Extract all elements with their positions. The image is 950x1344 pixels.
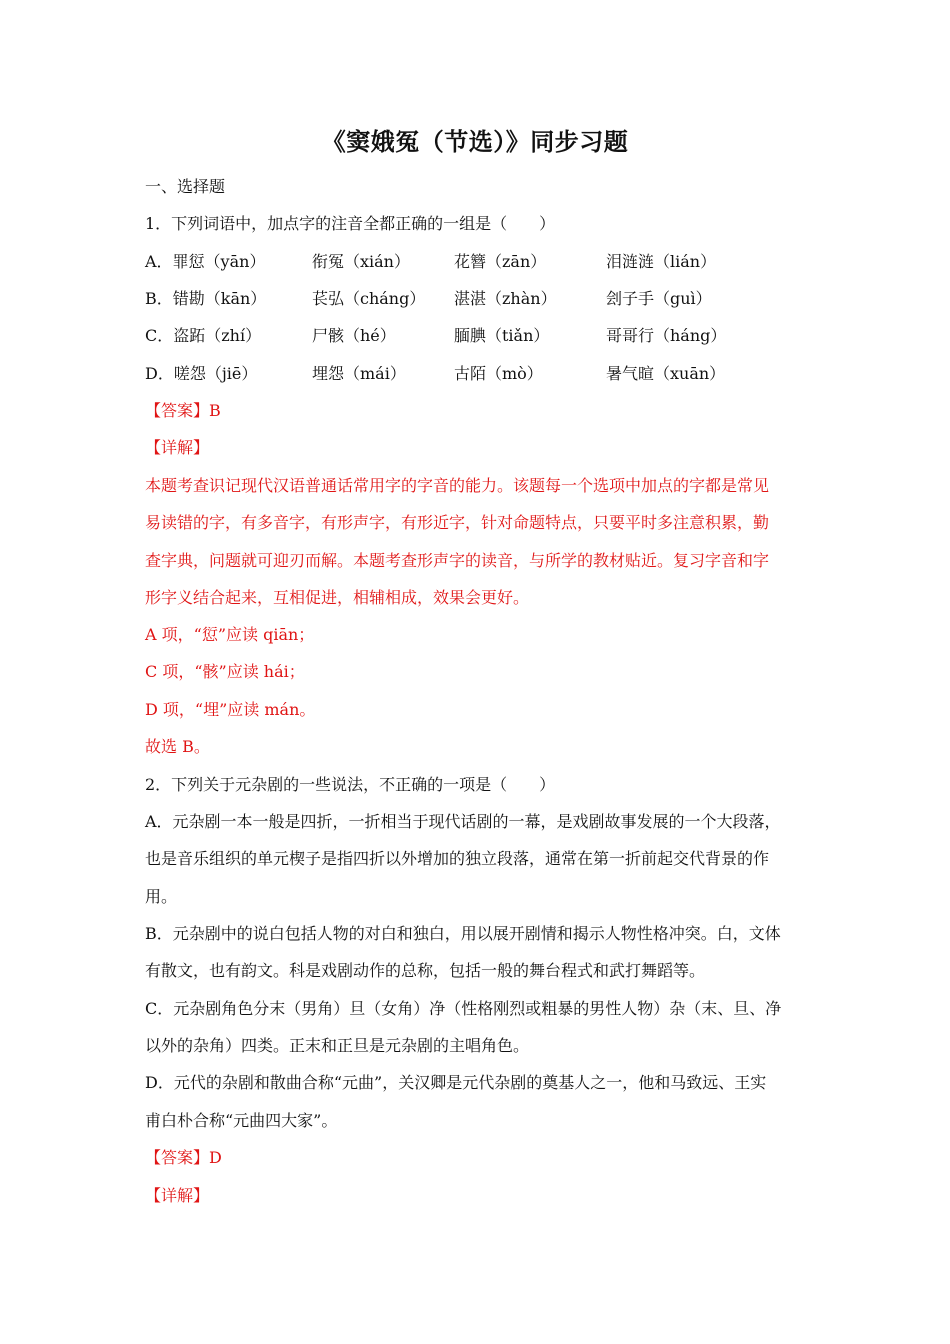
option-a-col-3: 花簪（zān） [454, 252, 547, 271]
question-2-line: 用。 [145, 887, 178, 906]
answer-value: B [209, 401, 221, 420]
question-2-answer [145, 1145, 222, 1168]
detail-label: 【详解】 [145, 438, 210, 457]
option-a-col-4: 泪涟涟（lián） [606, 252, 717, 271]
explanation-line: D 项，“埋”应读 mán。 [145, 700, 316, 719]
question-1-answer [145, 398, 221, 421]
question-1-stem: 1．下列词语中，加点字的注音全都正确的一组是（ ） [145, 214, 556, 233]
page-title: 《窦娥冤（节选）》同步习题 [321, 127, 629, 156]
explanation-line: C 项，“骸”应读 hái； [145, 662, 305, 681]
option-c-col-4: 哥哥行（háng） [606, 326, 727, 345]
question-1-detail-label [145, 435, 209, 458]
option-b-col-2: 苌弘（cháng） [312, 289, 426, 308]
option-d-col-2: 埋怨（mái） [312, 364, 406, 383]
question-2-line: 也是音乐组织的单元楔子是指四折以外增加的独立段落，通常在第一折前起交代背景的作 [145, 849, 770, 868]
option-a-col-2: 衔冤（xián） [312, 252, 410, 271]
option-d-col-3: 古陌（mò） [454, 364, 543, 383]
option-b-col-4: 刽子手（guì） [606, 289, 712, 308]
question-2-line: 甫白朴合称“元曲四大家”。 [145, 1111, 338, 1130]
option-b-col-1: B．错勘（kān） [145, 289, 267, 308]
question-2-detail-label [145, 1183, 209, 1206]
option-d-col-4: 暑气暄（xuān） [606, 364, 726, 383]
option-c-col-2: 尸骸（hé） [312, 326, 396, 345]
detail-label: 【详解】 [145, 1186, 210, 1205]
question-2-line: C．元杂剧角色分末（男角）旦（女角）净（性格刚烈或粗暴的男性人物）杂（末、旦、净 [145, 999, 782, 1018]
option-c-col-1: C．盗跖（zhí） [145, 326, 262, 345]
answer-label: 【答案】 [145, 401, 210, 420]
option-c-col-3: 腼腆（tiǎn） [454, 326, 550, 345]
answer-label: 【答案】 [145, 1148, 210, 1167]
question-2-stem: 2．下列关于元杂剧的一些说法，不正确的一项是（ ） [145, 775, 556, 794]
question-2-line: A．元杂剧一本一般是四折，一折相当于现代话剧的一幕，是戏剧故事发展的一个大段落， [145, 812, 781, 831]
section-heading: 一、选择题 [145, 177, 226, 196]
option-d-col-1: D．嗟怨（jiē） [145, 364, 258, 383]
answer-value: D [209, 1148, 222, 1167]
question-2-line: 有散文，也有韵文。科是戏剧动作的总称，包括一般的舞台程式和武打舞蹈等。 [145, 961, 706, 980]
explanation-line: 本题考查识记现代汉语普通话常用字的字音的能力。该题每一个选项中加点的字都是常见 [145, 476, 770, 495]
explanation-line: 查字典，问题就可迎刃而解。本题考查形声字的读音，与所学的教材贴近。复习字音和字 [145, 551, 770, 570]
question-2-line: 以外的杂角）四类。正末和正旦是元杂剧的主唱角色。 [145, 1036, 530, 1055]
conclusion: 故选 B。 [145, 737, 210, 756]
explanation-line: 形字义结合起来，互相促进，相辅相成，效果会更好。 [145, 588, 530, 607]
question-2-line: B．元杂剧中的说白包括人物的对白和独白，用以展开剧情和揭示人物性格冲突。白，文体 [145, 924, 781, 943]
option-b-col-3: 湛湛（zhàn） [454, 289, 557, 308]
explanation-line: A 项，“愆”应读 qiān； [145, 625, 315, 644]
option-a-col-1: A．罪愆（yān） [145, 252, 266, 271]
question-2-line: D．元代的杂剧和散曲合称“元曲”，关汉卿是元代杂剧的奠基人之一，他和马致远、王实 [145, 1073, 767, 1092]
explanation-line: 易读错的字，有多音字，有形声字，有形近字，针对命题特点，只要平时多注意积累，勤 [145, 513, 770, 532]
